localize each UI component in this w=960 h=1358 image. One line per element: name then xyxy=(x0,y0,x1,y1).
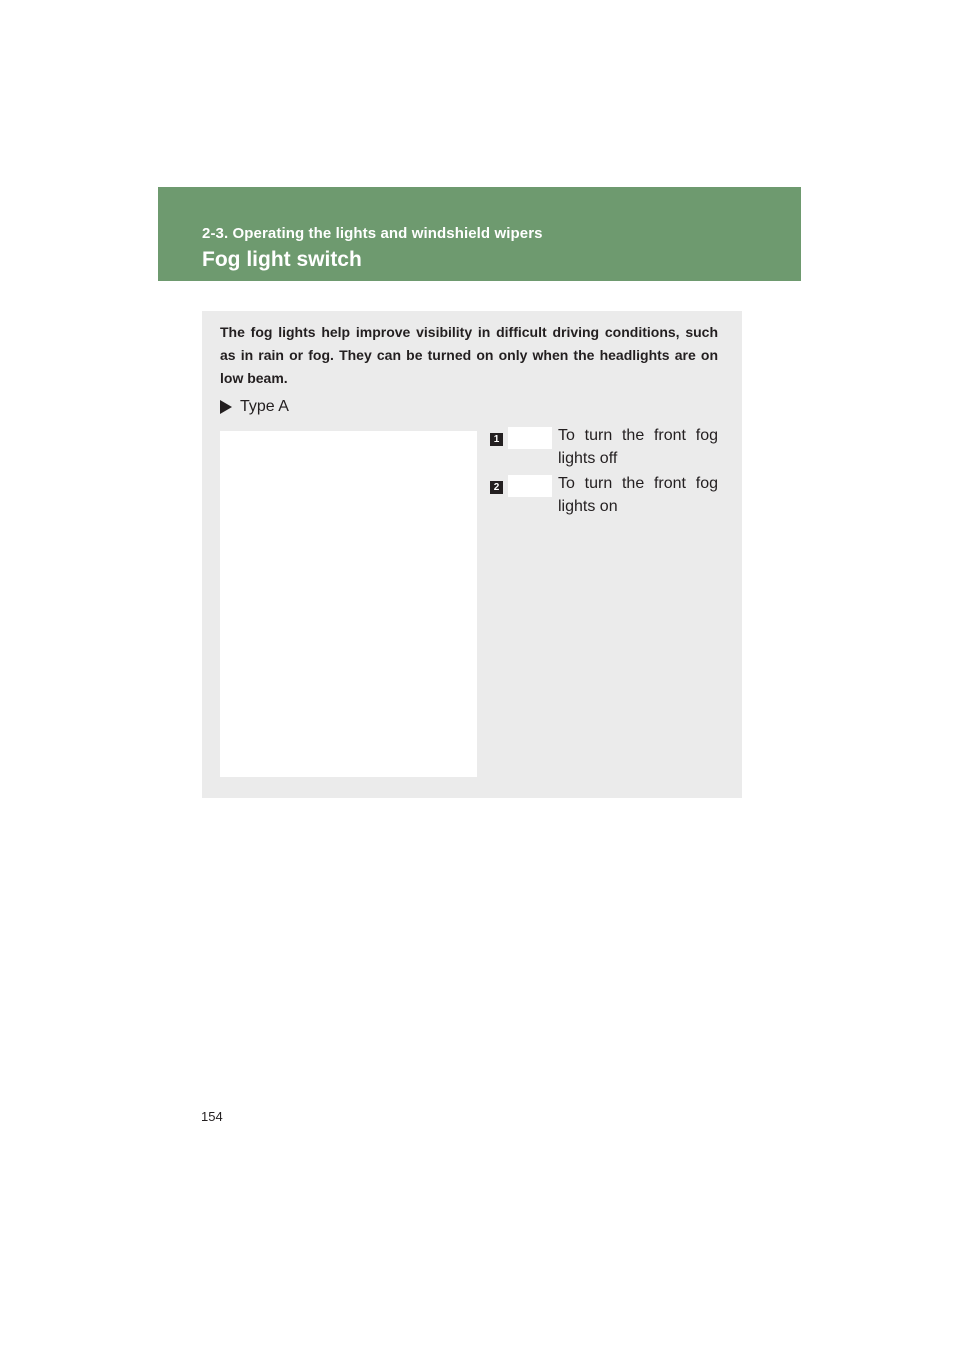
list-item-text: To turn the front fog lights off xyxy=(558,427,718,467)
content-panel xyxy=(202,311,742,798)
number-1-icon: 1 xyxy=(490,433,503,446)
page-number: 154 xyxy=(201,1109,223,1124)
type-label-text: Type A xyxy=(240,398,289,415)
type-label xyxy=(220,397,289,417)
intro-paragraph: The fog lights help improve visibility in difficult driving conditions, such as in rain or fog. They can be turned on only when the headlights are on low beam. xyxy=(220,324,718,386)
switch-illustration xyxy=(220,431,477,777)
section-header xyxy=(158,187,801,281)
page-title: Fog light switch xyxy=(202,248,362,271)
number-2-icon: 2 xyxy=(490,481,503,494)
fog-light-on-symbol xyxy=(508,475,552,497)
list-item-text: To turn the front fog lights on xyxy=(558,475,718,515)
section-title: 2-3. Operating the lights and windshield wipers xyxy=(202,225,543,242)
triangle-bullet-icon xyxy=(220,400,232,414)
fog-light-off-symbol xyxy=(508,427,552,449)
